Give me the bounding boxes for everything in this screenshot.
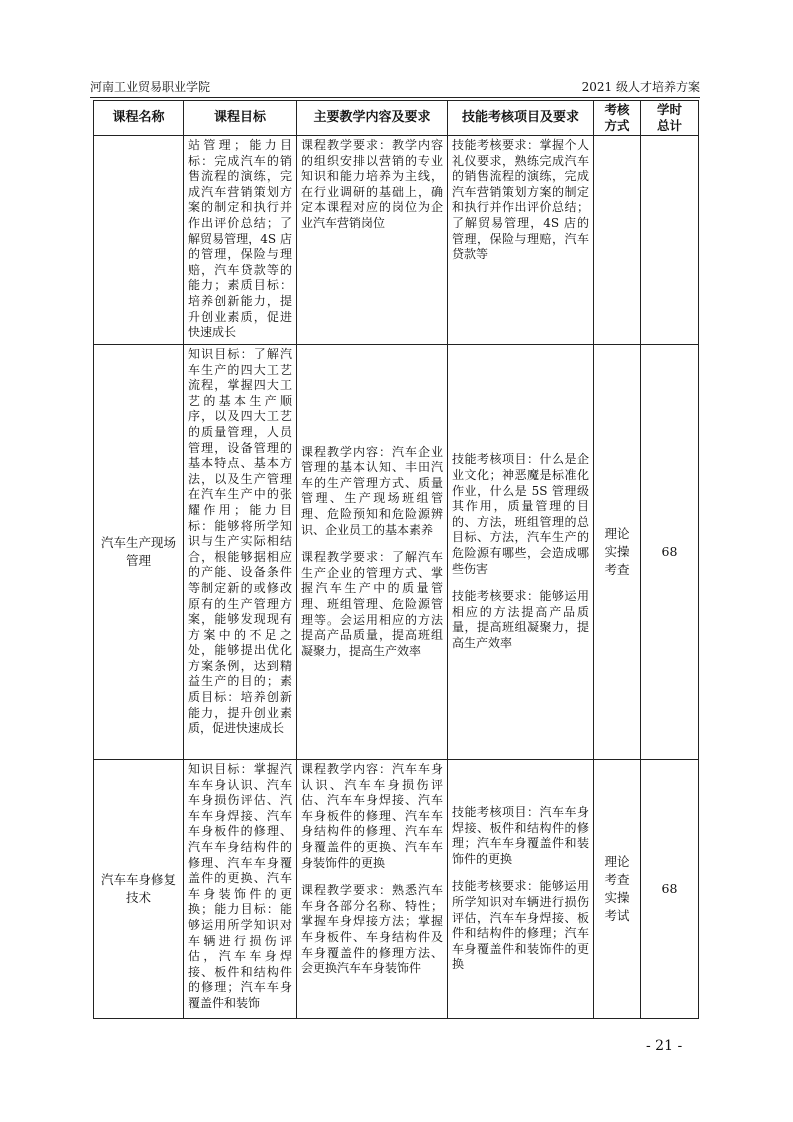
skills-items: 技能考核项目：汽车车身焊接、板件和结构件的修理；汽车车身覆盖件和装饰件的更换 bbox=[452, 805, 589, 866]
course-name bbox=[94, 136, 184, 345]
page-number: - 21 - bbox=[646, 1038, 683, 1054]
content-items: 课程教学内容：汽车车身认识、汽车车身损伤评估、汽车车身焊接、汽车车身板件的修理、汽车车身结构件的修理、汽车车身覆盖件的更换、汽车车身装饰件的更换 bbox=[301, 762, 443, 870]
course-skills bbox=[448, 760, 594, 1019]
col-header-content: 主要教学内容及要求 bbox=[297, 101, 448, 136]
table-row bbox=[94, 760, 699, 1019]
content-requirement: 课程教学要求：教学内容的组织安排以营销的专业知识和能力培养为主线，在行业调研的基础上，确定本课程对应的岗位为企业汽车营销岗位 bbox=[301, 138, 443, 230]
total-hours bbox=[641, 136, 699, 345]
assessment-mode: 理论考查实操考试 bbox=[594, 760, 641, 1019]
course-content bbox=[297, 760, 448, 1019]
skills-requirement: 技能考核要求：能够运用相应的方法提高产品质量，提高班组凝聚力，提高生产效率 bbox=[452, 589, 589, 650]
assessment-mode: 理论实操考查 bbox=[594, 345, 641, 760]
col-header-skills: 技能考核项目及要求 bbox=[448, 101, 594, 136]
course-skills bbox=[448, 136, 594, 345]
institution-name: 河南工业贸易职业学院 bbox=[90, 80, 211, 94]
course-goal: 知识目标：掌握汽车车身认识、汽车车身损伤评估、汽车车身焊接、汽车车身板件的修理、汽车车身结构件的修理、汽车车身覆盖件的更换、汽车车身装饰件的更换；能力目标：能够运用所学知识对车辆进行损伤评估，汽车车身焊接、板件和结构件的修理；汽车车身覆盖件和装饰 bbox=[184, 760, 297, 1019]
table-row bbox=[94, 136, 699, 345]
page-header bbox=[90, 77, 700, 98]
skills-requirement: 技能考核要求：掌握个人礼仪要求，熟练完成汽车的销售流程的演练，完成汽车营销策划方案的制定和执行并作出评价总结；了解贸易管理，4S 店的管理，保险与理赔，汽车贷款等 bbox=[452, 138, 589, 262]
skills-requirement: 技能考核要求：能够运用所学知识对车辆进行损伤评估，汽车车身焊接、板件和结构件的修理；汽车车身覆盖件和装饰件的更换 bbox=[452, 879, 589, 972]
course-content bbox=[297, 136, 448, 345]
course-table bbox=[93, 100, 699, 1019]
course-name: 汽车生产现场管理 bbox=[94, 345, 184, 760]
col-header-hours: 学时 总计 bbox=[641, 101, 699, 136]
total-hours: 68 bbox=[641, 345, 699, 760]
content-requirement: 课程教学要求：熟悉汽车车身各部分名称、特性；掌握车身焊接方法；掌握车身板件、车身结构件及车身覆盖件的修理方法、会更换汽车车身装饰件 bbox=[301, 883, 443, 976]
assessment-mode bbox=[594, 136, 641, 345]
total-hours: 68 bbox=[641, 760, 699, 1019]
table-header-row bbox=[94, 101, 699, 136]
skills-items: 技能考核项目：什么是企业文化；神恶魔是标准化作业，什么是 5S 管理级其作用，质量管理的目的、方法，班组管理的总目标、方法，汽车生产的危险源有哪些，会造成哪些伤害 bbox=[452, 452, 589, 576]
course-skills bbox=[448, 345, 594, 760]
course-goal: 站管理；能力目标：完成汽车的销售流程的演练，完成汽车营销策划方案的制定和执行并作出评价总结；了解贸易管理，4S 店的管理，保险与理赔，汽车贷款等的能力；素质目标：培养创新能力，提升创业素质，促进快速成长 bbox=[184, 136, 297, 345]
col-header-assessment: 考核 方式 bbox=[594, 101, 641, 136]
course-content bbox=[297, 345, 448, 760]
document-title: 2021 级人才培养方案 bbox=[581, 80, 700, 94]
col-header-course-name: 课程名称 bbox=[94, 101, 184, 136]
col-header-course-goal: 课程目标 bbox=[184, 101, 297, 136]
course-name: 汽车车身修复技术 bbox=[94, 760, 184, 1019]
content-requirement: 课程教学要求：了解汽车生产企业的管理方式、掌握汽车生产中的质量管理、班组管理、危险源管理等。会运用相应的方法提高产品质量，提高班组凝聚力，提高生产效率 bbox=[301, 550, 443, 658]
course-goal: 知识目标：了解汽车生产的四大工艺流程，掌握四大工艺的基本生产顺序，以及四大工艺的质量管理，人员管理，设备管理的基本特点、基本方法，以及生产管理在汽车生产中的张耀作用；能力目标：能够将所学知识与生产实际相结合，根能够据相应的产能、设备条件等制定新的或修改原有的生产管理方案，能够发现现有方案中的不足之处，能够提出优化方案条例，达到精益生产的目的；素质目标：培养创新能力，提升创业素质，促进快速成长 bbox=[184, 345, 297, 760]
content-items: 课程教学内容：汽车企业管理的基本认知、丰田汽车的生产管理方式、质量管理、生产现场班组管理、危险预知和危险源辨识、企业员工的基本素养 bbox=[301, 444, 443, 537]
table-row bbox=[94, 345, 699, 760]
